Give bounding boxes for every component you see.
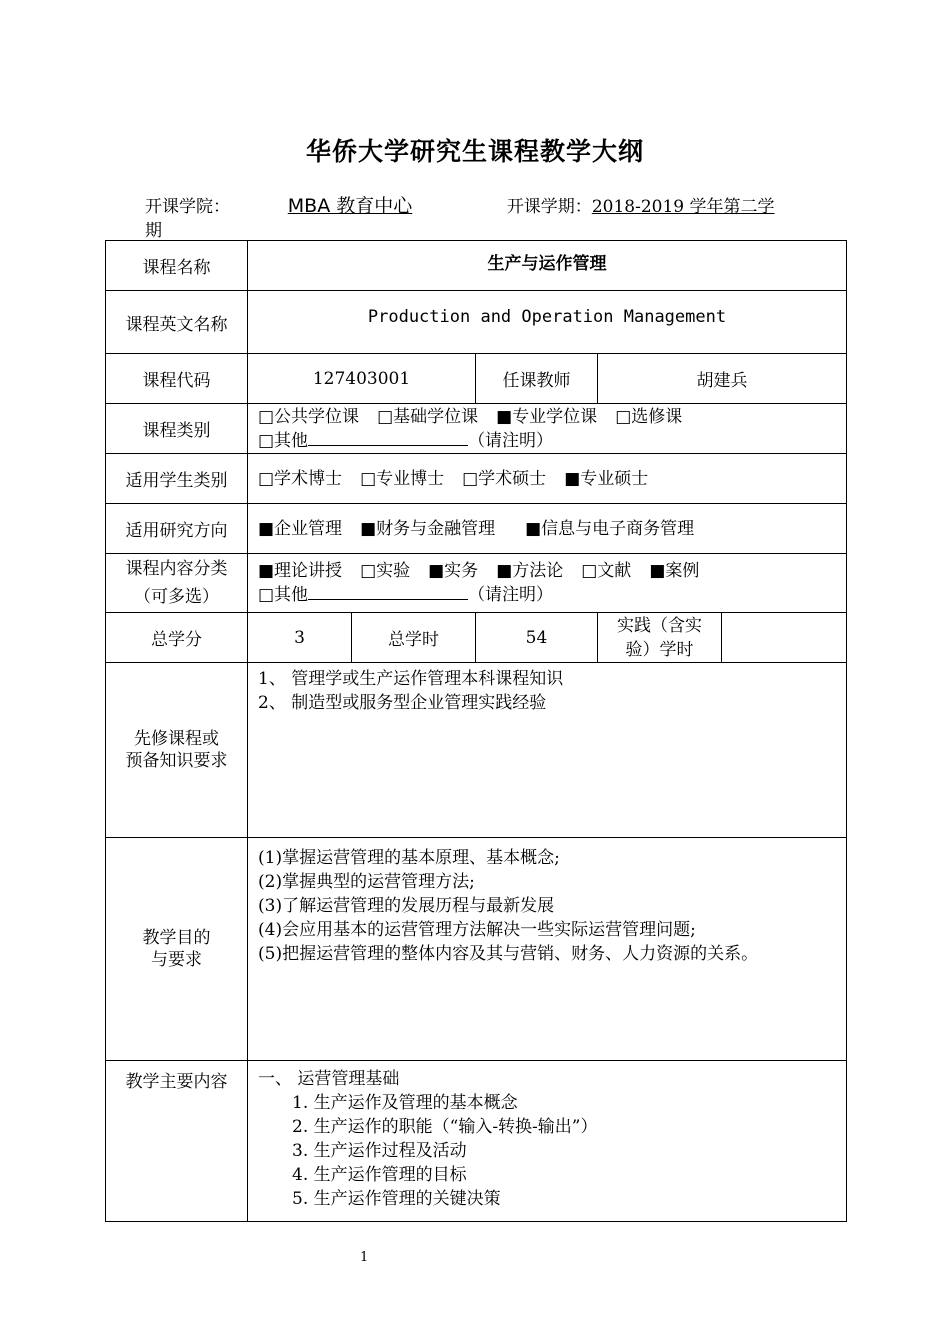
row-course-name bbox=[106, 241, 847, 291]
row-prerequisites bbox=[106, 663, 847, 838]
prereq-label-line1: 先修课程或 bbox=[134, 729, 219, 749]
category-other: □其他 bbox=[258, 430, 309, 451]
student-option: ■专业硕士 bbox=[564, 468, 649, 489]
hours-value: 54 bbox=[476, 613, 598, 663]
student-type-options bbox=[248, 454, 847, 504]
main-content-label: 教学主要内容 bbox=[106, 1061, 248, 1222]
goals-label-line2: 与要求 bbox=[151, 950, 202, 970]
prereq-content bbox=[248, 663, 847, 838]
term-label: 开课学期： bbox=[506, 197, 592, 217]
row-direction bbox=[106, 504, 847, 554]
student-option: □学术博士 bbox=[258, 468, 343, 489]
goals-label bbox=[106, 838, 248, 1061]
category-option: □公共学位课 bbox=[258, 406, 360, 427]
content-type-label bbox=[106, 554, 248, 613]
section-item: 5. 生产运作管理的关键决策 bbox=[292, 1189, 501, 1209]
section-item: 4. 生产运作管理的目标 bbox=[292, 1165, 467, 1185]
student-option: □学术硕士 bbox=[462, 468, 547, 489]
teacher-label: 任课教师 bbox=[476, 354, 598, 404]
credits-value: 3 bbox=[248, 613, 352, 663]
term-value: 2018-2019 学年第二学 bbox=[591, 197, 775, 217]
prereq-item: 1、 管理学或生产运作管理本科课程知识 bbox=[258, 669, 564, 689]
section-item: 3. 生产运作过程及活动 bbox=[292, 1141, 467, 1161]
content-type-option: □实验 bbox=[360, 561, 411, 581]
row-credits-hours bbox=[106, 613, 847, 663]
category-label: 课程类别 bbox=[106, 404, 248, 454]
page-number: 1 bbox=[360, 1250, 369, 1265]
goal-item: (1)掌握运营管理的基本原理、基本概念; bbox=[258, 848, 560, 868]
goal-item: (2)掌握典型的运营管理方法; bbox=[258, 872, 475, 892]
course-meta bbox=[145, 194, 825, 243]
prereq-item: 2、 制造型或服务型企业管理实践经验 bbox=[258, 693, 547, 713]
direction-label: 适用研究方向 bbox=[106, 504, 248, 554]
content-type-other: □其他 bbox=[258, 585, 309, 605]
content-type-option: ■案例 bbox=[649, 561, 700, 581]
term-value-tail: 期 bbox=[145, 221, 162, 241]
student-option: □专业博士 bbox=[360, 468, 445, 489]
section-item: 1. 生产运作及管理的基本概念 bbox=[292, 1093, 518, 1113]
content-type-option: □文献 bbox=[581, 561, 632, 581]
direction-option: ■财务与金融管理 bbox=[360, 518, 496, 539]
goal-item: (5)把握运营管理的整体内容及其与营销、财务、人力资源的关系。 bbox=[258, 944, 759, 964]
college-label: 开课学院： bbox=[145, 197, 230, 217]
category-option: □基础学位课 bbox=[377, 406, 479, 427]
practice-hours-value bbox=[722, 613, 847, 663]
direction-option: ■信息与电子商务管理 bbox=[525, 518, 695, 539]
course-code-label: 课程代码 bbox=[106, 354, 248, 404]
goal-item: (4)会应用基本的运营管理方法解决一些实际运营管理问题; bbox=[258, 920, 696, 940]
category-option: □选修课 bbox=[615, 406, 683, 427]
category-other-blank bbox=[308, 429, 468, 446]
section-item: 2. 生产运作的职能（“输入-转换-输出”） bbox=[292, 1117, 598, 1137]
syllabus-table bbox=[105, 240, 847, 1222]
course-name-label: 课程名称 bbox=[106, 241, 248, 291]
row-category bbox=[106, 404, 847, 454]
section-list bbox=[258, 1091, 846, 1211]
content-type-option: ■方法论 bbox=[496, 561, 564, 581]
student-type-label: 适用学生类别 bbox=[106, 454, 248, 504]
content-type-label-line2: （可多选） bbox=[134, 587, 219, 607]
category-options bbox=[248, 404, 847, 454]
row-content-type bbox=[106, 554, 847, 613]
direction-options bbox=[248, 504, 847, 554]
category-option: ■专业学位课 bbox=[496, 406, 598, 427]
course-en-value: Production and Operation Management bbox=[248, 291, 847, 354]
direction-option: ■企业管理 bbox=[258, 518, 343, 539]
college-value: MBA 教育中心 bbox=[287, 195, 413, 217]
goals-content bbox=[248, 838, 847, 1061]
hours-label: 总学时 bbox=[352, 613, 476, 663]
course-name-value: 生产与运作管理 bbox=[248, 241, 847, 291]
row-code-teacher bbox=[106, 354, 847, 404]
document-title: 华侨大学研究生课程教学大纲 bbox=[305, 137, 644, 166]
row-main-content bbox=[106, 1061, 847, 1222]
prereq-label bbox=[106, 663, 248, 838]
content-type-options bbox=[248, 554, 847, 613]
row-goals bbox=[106, 838, 847, 1061]
course-en-label: 课程英文名称 bbox=[106, 291, 248, 354]
content-type-option: ■理论讲授 bbox=[258, 561, 343, 581]
prereq-label-line2: 预备知识要求 bbox=[125, 751, 228, 771]
goal-item: (3)了解运营管理的发展历程与最新发展 bbox=[258, 896, 555, 916]
section-heading: 一、 运营管理基础 bbox=[258, 1069, 400, 1089]
credits-label: 总学分 bbox=[106, 613, 248, 663]
row-student-type bbox=[106, 454, 847, 504]
goals-label-line1: 教学目的 bbox=[142, 928, 211, 948]
course-code-value: 127403001 bbox=[248, 354, 476, 404]
main-content-body bbox=[248, 1061, 847, 1222]
row-course-en bbox=[106, 291, 847, 354]
teacher-value: 胡建兵 bbox=[598, 354, 847, 404]
practice-hours-label: 实践（含实验）学时 bbox=[598, 613, 722, 663]
category-note: （请注明） bbox=[468, 430, 554, 451]
content-type-note: （请注明） bbox=[468, 585, 554, 605]
content-type-option: ■实务 bbox=[428, 561, 479, 581]
content-type-other-blank bbox=[308, 583, 468, 600]
content-type-label-line1: 课程内容分类 bbox=[125, 559, 228, 579]
